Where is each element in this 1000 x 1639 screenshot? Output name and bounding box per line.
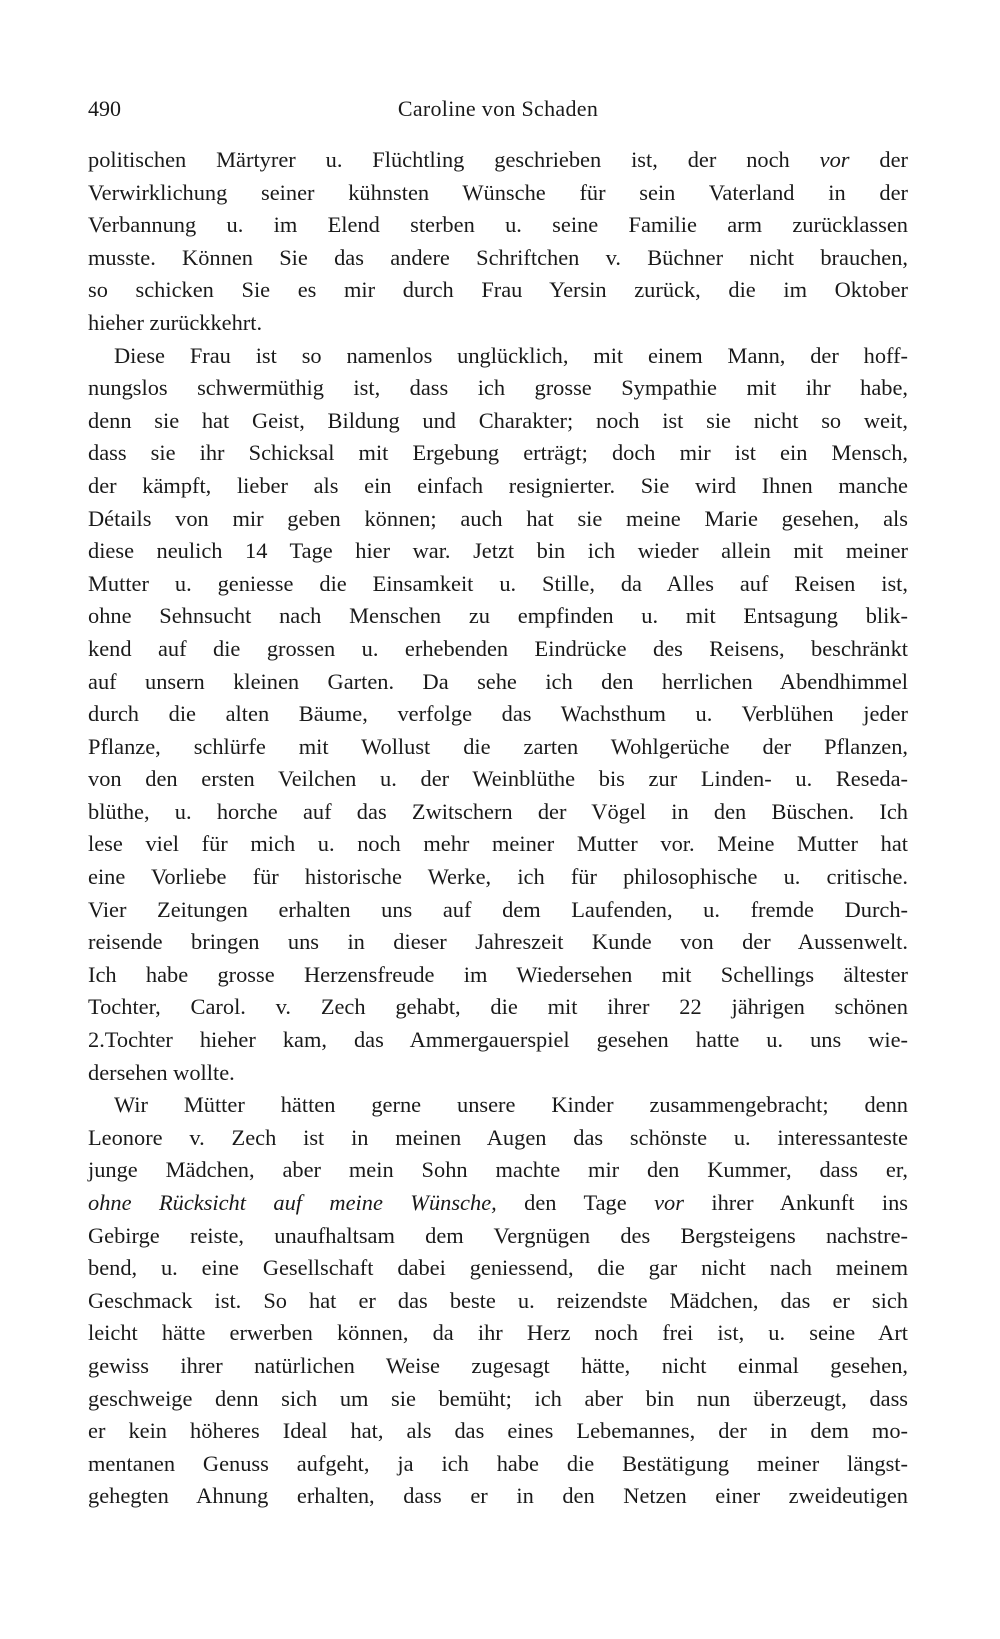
text-run: Geschmack ist. So hat er das beste u. reizendste Mädchen, das er sich bbox=[88, 1287, 908, 1313]
text-run: Diese Frau ist so namenlos unglücklich, mit einem Mann, der hoff- bbox=[114, 342, 908, 368]
text-run: der bbox=[849, 147, 909, 172]
text-line bbox=[88, 1220, 908, 1253]
text-line bbox=[88, 470, 908, 503]
text-run: durch die alten Bäume, verfolge das Wachsthum u. Verblühen jeder bbox=[88, 701, 908, 727]
text-run: ohne Sehnsucht nach Menschen zu empfinden u. mit Entsagung blik- bbox=[88, 603, 908, 629]
text-run: hieher zurückkehrt. bbox=[88, 309, 263, 335]
text-run: reisende bringen uns in dieser Jahreszeit Kunde von der Aussenwelt. bbox=[88, 929, 908, 955]
text-line bbox=[88, 503, 908, 536]
text-run: er kein höheres Ideal hat, als das eines Lebemannes, der in dem mo- bbox=[88, 1418, 908, 1444]
text-line bbox=[88, 274, 908, 307]
text-run: junge Mädchen, aber mein Sohn machte mir den Kummer, dass er, bbox=[88, 1157, 908, 1183]
text-line bbox=[88, 600, 908, 633]
text-run: bend, u. eine Gesellschaft dabei geniessend, die gar nicht nach meinem bbox=[88, 1255, 908, 1281]
text-line bbox=[88, 894, 908, 927]
text-run: eine Vorliebe für historische Werke, ich für philosophische u. critische. bbox=[88, 864, 908, 890]
text-line bbox=[88, 763, 908, 796]
text-run: gewiss ihrer natürlichen Weise zugesagt hätte, nicht einmal gesehen, bbox=[88, 1352, 908, 1378]
text-run: Mutter u. geniesse die Einsamkeit u. Stille, da Alles auf Reisen ist, bbox=[88, 570, 908, 596]
text-line bbox=[88, 666, 908, 699]
running-title: Caroline von Schaden bbox=[397, 96, 599, 121]
text-line bbox=[88, 1024, 908, 1057]
text-run: leicht hätte erwerben können, da ihr Herz noch frei ist, u. seine Art bbox=[88, 1320, 908, 1346]
italic-text: vor bbox=[819, 147, 850, 172]
text-run: lese viel für mich u. noch mehr meiner Mutter vor. Meine Mutter hat bbox=[88, 831, 908, 857]
running-head bbox=[88, 96, 908, 130]
text-run: von den ersten Veilchen u. der Weinblüthe bis zur Linden- u. Reseda- bbox=[88, 766, 908, 792]
text-run: Gebirge reiste, unaufhaltsam dem Vergnügen des Bergsteigens nachstre- bbox=[88, 1222, 908, 1248]
text-line bbox=[88, 1285, 908, 1318]
text-run: Ich habe grosse Herzensfreude im Wiedersehen mit Schellings ältester bbox=[88, 961, 908, 987]
text-run: denn sie hat Geist, Bildung und Charakter; noch ist sie nicht so weit, bbox=[88, 407, 908, 433]
text-line bbox=[88, 1317, 908, 1350]
text-run: geschweige denn sich um sie bemüht; ich aber bin nun überzeugt, dass bbox=[88, 1385, 908, 1411]
text-line bbox=[88, 1057, 908, 1090]
italic-text: ohne Rücksicht auf meine Wünsche, bbox=[88, 1190, 497, 1215]
text-line bbox=[88, 731, 908, 764]
text-run: auf unsern kleinen Garten. Da sehe ich den herrlichen Abendhimmel bbox=[88, 668, 908, 694]
text-line bbox=[88, 437, 908, 470]
text-line bbox=[88, 144, 908, 177]
text-run: so schicken Sie es mir durch Frau Yersin zurück, die im Oktober bbox=[88, 277, 908, 303]
text-line bbox=[88, 340, 908, 373]
text-line bbox=[88, 568, 908, 601]
text-line bbox=[88, 991, 908, 1024]
text-run: dersehen wollte. bbox=[88, 1059, 235, 1085]
text-run: dass sie ihr Schicksal mit Ergebung erträgt; doch mir ist ein Mensch, bbox=[88, 440, 908, 466]
text-run: Verbannung u. im Elend sterben u. seine Familie arm zurücklassen bbox=[88, 212, 908, 238]
text-line bbox=[88, 1122, 908, 1155]
text-line bbox=[88, 633, 908, 666]
text-run: Tochter, Carol. v. Zech gehabt, die mit ihrer 22 jährigen schönen bbox=[88, 994, 908, 1020]
text-line bbox=[88, 1448, 908, 1481]
text-run: ihrer Ankunft ins bbox=[683, 1190, 908, 1215]
text-run: Verwirklichung seiner kühnsten Wünsche für sein Vaterland in der bbox=[88, 179, 908, 205]
text-line bbox=[88, 861, 908, 894]
text-line bbox=[88, 209, 908, 242]
text-run: musste. Können Sie das andere Schriftchen v. Büchner nicht brauchen, bbox=[88, 244, 908, 270]
text-run: blüthe, u. horche auf das Zwitschern der Vögel in den Büschen. Ich bbox=[88, 798, 908, 824]
text-run: Wir Mütter hätten gerne unsere Kinder zusammengebracht; denn bbox=[114, 1092, 908, 1118]
text-line bbox=[88, 796, 908, 829]
text-line bbox=[88, 1383, 908, 1416]
text-run: Vier Zeitungen erhalten uns auf dem Laufenden, u. fremde Durch- bbox=[88, 896, 908, 922]
text-run: nungslos schwermüthig ist, dass ich grosse Sympathie mit ihr habe, bbox=[88, 375, 908, 401]
text-run: Pflanze, schlürfe mit Wollust die zarten Wohlgerüche der Pflanzen, bbox=[88, 733, 908, 759]
text-line bbox=[88, 242, 908, 275]
page-number: 490 bbox=[88, 96, 121, 121]
text-run: Détails von mir geben können; auch hat sie meine Marie gesehen, als bbox=[88, 505, 908, 531]
text-line bbox=[88, 1252, 908, 1285]
book-page bbox=[88, 96, 908, 1513]
text-line bbox=[88, 1187, 908, 1220]
text-line bbox=[88, 1089, 908, 1122]
text-line bbox=[88, 1415, 908, 1448]
text-run: diese neulich 14 Tage hier war. Jetzt bin ich wieder allein mit meiner bbox=[88, 538, 908, 564]
text-run: mentanen Genuss aufgeht, ja ich habe die Bestätigung meiner längst- bbox=[88, 1450, 908, 1476]
text-line bbox=[88, 405, 908, 438]
text-line bbox=[88, 828, 908, 861]
text-run: den Tage bbox=[496, 1190, 655, 1215]
body-text bbox=[88, 144, 908, 1513]
text-run: der kämpft, lieber als ein einfach resignierter. Sie wird Ihnen manche bbox=[88, 472, 908, 498]
text-run: gehegten Ahnung erhalten, dass er in den Netzen einer zweideutigen bbox=[88, 1483, 908, 1509]
text-run: Leonore v. Zech ist in meinen Augen das schönste u. interessanteste bbox=[88, 1124, 908, 1150]
text-run: politischen Märtyrer u. Flüchtling geschrieben ist, der noch bbox=[88, 147, 820, 172]
text-run: 2.Tochter hieher kam, das Ammergauerspiel gesehen hatte u. uns wie- bbox=[88, 1027, 908, 1053]
text-line bbox=[88, 926, 908, 959]
text-line bbox=[88, 372, 908, 405]
text-line bbox=[88, 307, 908, 340]
italic-text: vor bbox=[654, 1190, 684, 1215]
text-line bbox=[88, 177, 908, 210]
text-line bbox=[88, 698, 908, 731]
text-line bbox=[88, 959, 908, 992]
text-line bbox=[88, 1480, 908, 1513]
text-run: kend auf die grossen u. erhebenden Eindrücke des Reisens, beschränkt bbox=[88, 635, 908, 661]
text-line bbox=[88, 535, 908, 568]
text-line bbox=[88, 1154, 908, 1187]
text-line bbox=[88, 1350, 908, 1383]
